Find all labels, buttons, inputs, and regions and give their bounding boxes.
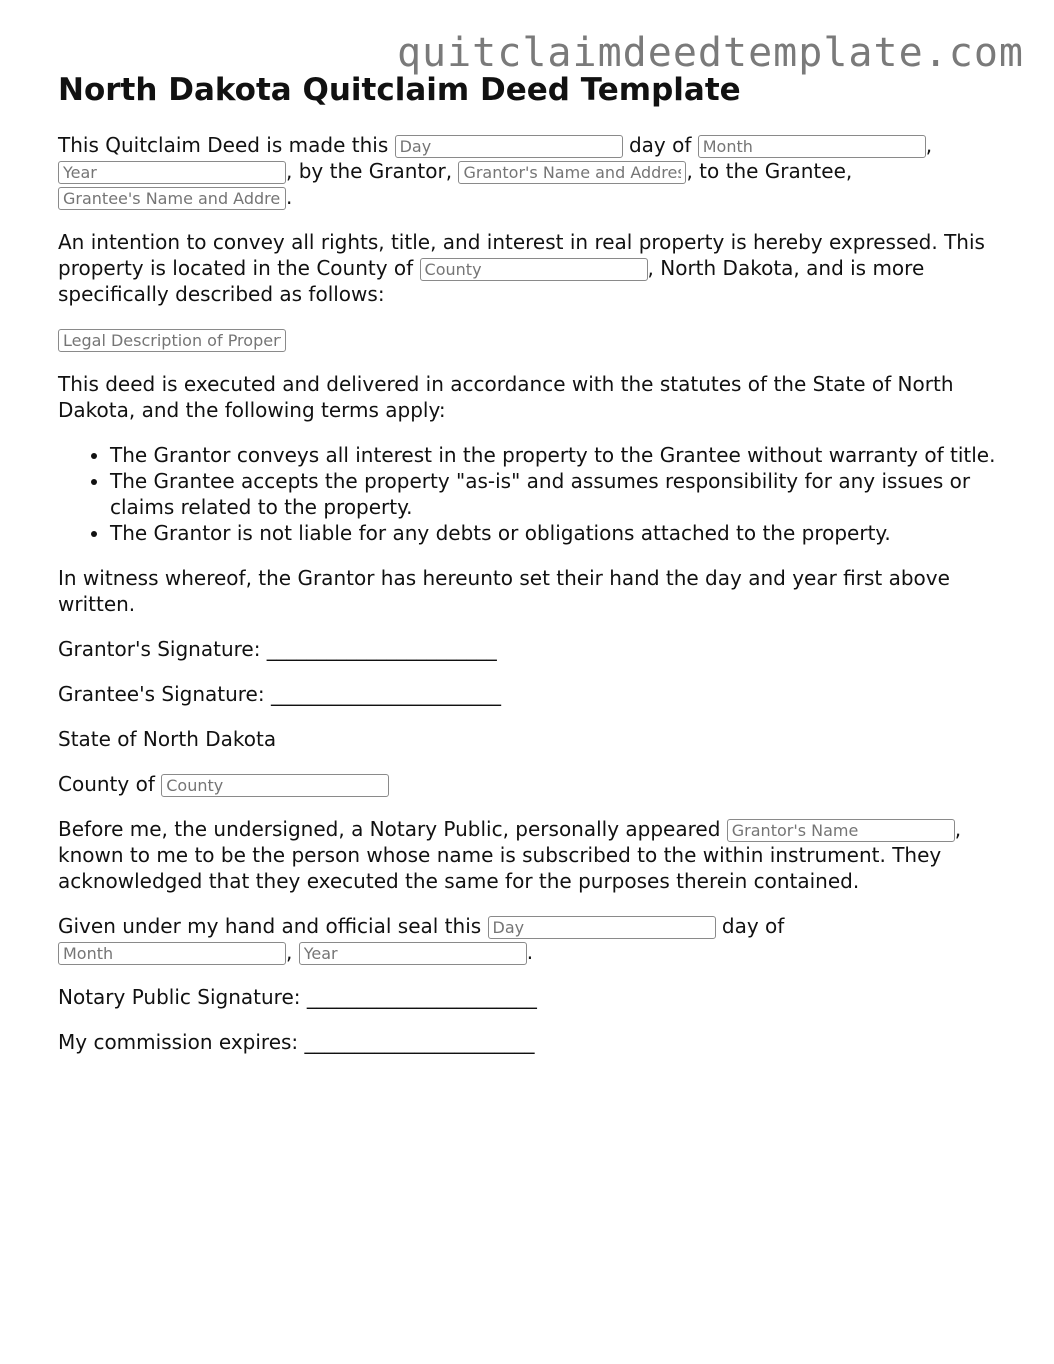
intro-text-2: day of bbox=[628, 133, 692, 157]
seal-day-input[interactable] bbox=[488, 916, 716, 939]
intro-text-4: , by the Grantor, bbox=[286, 159, 453, 183]
given-text-4: . bbox=[526, 940, 534, 964]
seal-year-input[interactable] bbox=[299, 942, 527, 965]
seal-month-input[interactable] bbox=[58, 942, 286, 965]
grantee-name-address-input[interactable] bbox=[58, 187, 286, 210]
notary-grantor-name-input[interactable] bbox=[727, 819, 955, 842]
legal-description-input[interactable] bbox=[58, 329, 286, 352]
intro-text-1: This Quitclaim Deed is made this bbox=[58, 133, 389, 157]
grantor-signature-line: Grantor's Signature: _______________________ bbox=[58, 637, 497, 661]
given-text-1: Given under my hand and official seal this bbox=[58, 914, 482, 938]
notary-paragraph bbox=[58, 816, 1008, 894]
deed-year-input[interactable] bbox=[58, 161, 286, 184]
grantee-signature-line: Grantee's Signature: _______________________ bbox=[58, 682, 501, 706]
watermark: quitclaimdeedtemplate.com bbox=[396, 30, 1024, 76]
deed-day-input[interactable] bbox=[395, 135, 623, 158]
notary-signature-line: Notary Public Signature: _______________________ bbox=[58, 985, 537, 1009]
commission-expires-line: My commission expires: _______________________ bbox=[58, 1030, 535, 1054]
intro-text-5: , to the Grantee, bbox=[686, 159, 853, 183]
document bbox=[58, 70, 1008, 1074]
conveyance-text-2: , North Dakota, and is more specifically described as follows: bbox=[58, 256, 925, 306]
notary-county-input[interactable] bbox=[161, 774, 389, 797]
given-text-2: day of bbox=[721, 914, 785, 938]
conveyance-text-1: An intention to convey all rights, title, and interest in real property is hereby expressed. This property is located in the County of bbox=[58, 230, 985, 280]
page-title: North Dakota Quitclaim Deed Template bbox=[58, 72, 741, 108]
county-label: County of bbox=[58, 772, 155, 796]
county-line bbox=[58, 771, 1008, 797]
grantor-name-address-input[interactable] bbox=[458, 161, 686, 184]
given-paragraph bbox=[58, 913, 1008, 965]
list-item: • The Grantee accepts the property "as-is" and assumes responsibility for any issues or claims related to the property. bbox=[110, 468, 1008, 520]
given-text-3: , bbox=[286, 940, 293, 964]
list-item: • The Grantor is not liable for any debts or obligations attached to the property. bbox=[110, 520, 1008, 546]
intro-text-3: , bbox=[925, 133, 933, 157]
witness-paragraph: In witness whereof, the Grantor has hereunto set their hand the day and year first above written. bbox=[58, 566, 950, 616]
terms-list bbox=[58, 442, 1008, 546]
legal-description-row bbox=[58, 326, 1008, 352]
property-county-input[interactable] bbox=[420, 258, 648, 281]
notary-text-1: Before me, the undersigned, a Notary Public, personally appeared bbox=[58, 817, 721, 841]
deed-month-input[interactable] bbox=[698, 135, 926, 158]
intro-paragraph bbox=[58, 132, 1008, 210]
terms-intro: This deed is executed and delivered in accordance with the statutes of the State of North Dakota, and the following terms apply: bbox=[58, 372, 954, 422]
intro-text-6: . bbox=[286, 185, 293, 209]
state-line: State of North Dakota bbox=[58, 727, 277, 751]
notary-text-2: , known to me to be the person whose name is subscribed to the within instrument. They acknowledged that they executed the same for the purposes therein contained. bbox=[58, 817, 962, 893]
conveyance-paragraph bbox=[58, 229, 1008, 307]
list-item: • The Grantor conveys all interest in the property to the Grantee without warranty of title. bbox=[110, 442, 1008, 468]
